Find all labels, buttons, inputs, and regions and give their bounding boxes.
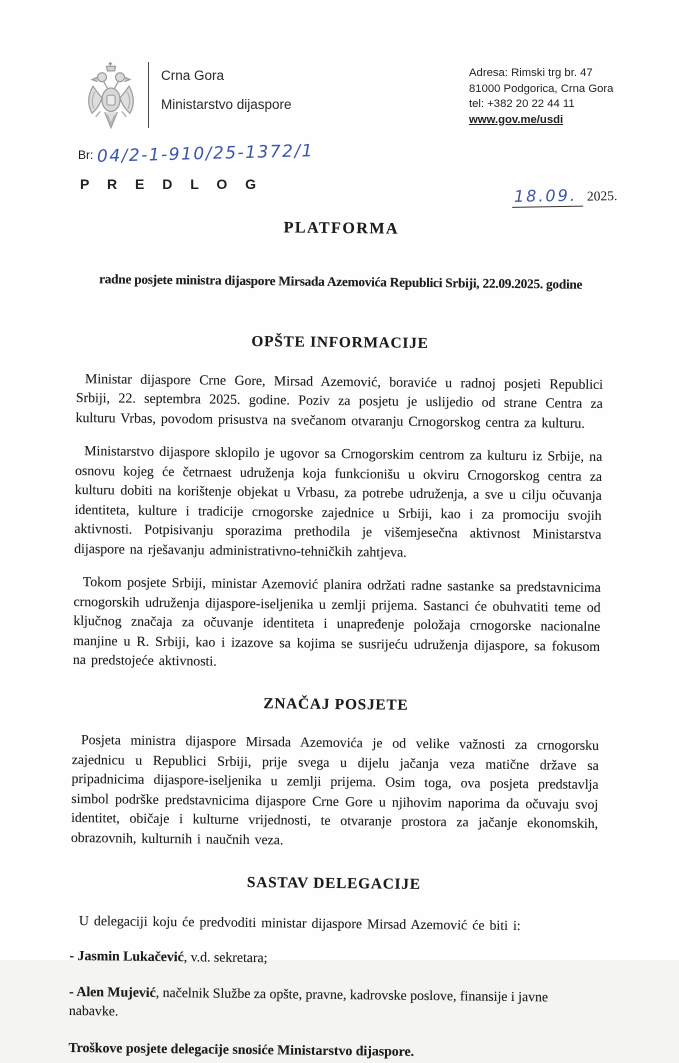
- website-url: www.gov.me/usdi: [469, 113, 564, 126]
- handwritten-reference-number: 04/2-1-910/25-1372/1: [97, 141, 315, 167]
- delegate-name: - Jasmin Lukačević: [69, 947, 184, 965]
- reference-label: Br:: [78, 148, 94, 162]
- handwritten-date: 18.09.: [512, 186, 583, 208]
- date-block: [512, 185, 618, 208]
- section-heading-opste-informacije: OPŠTE INFORMACIJE: [251, 332, 429, 352]
- letterhead-divider: [148, 62, 149, 128]
- address-city: 81000 Podgorica, Crna Gora: [469, 82, 614, 95]
- document-title: PLATFORMA: [283, 219, 400, 238]
- document-subtitle: [77, 268, 604, 293]
- delegate-role: , v.d. sekretara;: [183, 949, 268, 966]
- paragraph: Tokom posjete Srbiji, ministar Azemović planira održati radne sastanke sa predstavnicima crnogorskih udruženja dijaspore-iseljenika u zemlji prijema. Sastanci će obuhvatiti teme od ključnog značaja za očuvanje identiteta i unapređenje položaja crnogorske nacionalne manjine u R. Srbiji, kao i izazove sa kojima se susrijeću udruženja dijaspore, sa fokusom na predstojeće aktivnosti.: [72, 574, 601, 669]
- predlog-label: P R E D L O G: [80, 176, 264, 192]
- section-heading-znacaj-posjete: ZNAČAJ POSJETE: [263, 694, 409, 714]
- address-street: Adresa: Rimski trg br. 47: [469, 67, 593, 79]
- org-name-block: [161, 60, 292, 112]
- cost-note: Troškove posjete delegacije snosiće Ministarstvo dijaspore.: [68, 1039, 415, 1059]
- letterhead: [84, 60, 292, 134]
- printed-year: 2025.: [586, 188, 618, 204]
- document-body: [68, 212, 605, 1063]
- delegate-role: , načelnik Službe za opšte, pravne, kadrovske poslove, finansije i javne nabavke.: [68, 984, 549, 1019]
- delegate-item: [69, 981, 596, 1026]
- paragraph: Ministar dijaspore Crne Gore, Mirsad Azemović, boraviće u radnoj posjeti Republici Srbiji, 22. septembra 2025. godine. Poziv za posjetu je uslijedio od strane Centra za kulturu Vrbas, povodom prisustva na svečanom otvaranju Crnogorskog centra za kulturu.: [75, 370, 604, 431]
- montenegro-coat-of-arms-icon: [84, 60, 138, 134]
- section-heading-sastav-delegacije: SASTAV DELEGACIJE: [246, 873, 421, 893]
- paragraph: Ministarstvo dijaspore sklopilo je ugovor sa Crnogorskim centrom za kulturu iz Srbije, na osnovu kojeg će četrnaest udruženja koja funkcionišu u okviru Crnogorskog centra za kulturu dobiti na korištenje objekat u Vrbasu, za potrebe udruženja, a sve u cilju očuvanja identiteta, kulture i tradicije crnogorske zajednice u Srbiji, kao i za promociju svojih aktivnosti. Potpisivanju sporazima prethodila je višemjesečna aktivnost Ministarstva dijaspore na rješavanju administrativno-tehničkih zahtjeva.: [74, 443, 603, 560]
- address-block: [469, 66, 613, 128]
- org-country: Crna Gora: [161, 68, 225, 83]
- reference-line: [78, 141, 315, 167]
- address-phone: tel: +382 20 22 44 11: [469, 98, 575, 110]
- delegation-intro: U delegaciji koju će predvoditi ministar dijaspore Mirsad Azemović će biti i:: [78, 912, 521, 933]
- document-subtitle-text: radne posjete ministra dijaspore Mirsada Azemovića Republici Srbiji, 22.09.2025. godine: [99, 270, 583, 292]
- org-ministry: Ministarstvo dijaspore: [161, 97, 292, 112]
- delegate-item: [69, 946, 596, 971]
- paragraph: Posjeta ministra dijaspore Mirsada Azemovića je od velike važnosti za crnogorsku zajednicu u Republici Srbiji, prije svega u dijelu jačanja veza matične države sa pripadnicima dijaspore-iseljenika u zemlji prijema. Osim toga, ova posjeta predstavlja simbol podrške predstavnicima dijaspore Crne Gore u njihovim naporima da očuvaju svoj identitet, običaje i kulturne vrijednosti, te otvaranje prostora za jačanje ekonomskih, obrazovnih, kulturnih i naučnih veza.: [70, 732, 600, 847]
- delegate-name: - Alen Mujević: [69, 983, 156, 1000]
